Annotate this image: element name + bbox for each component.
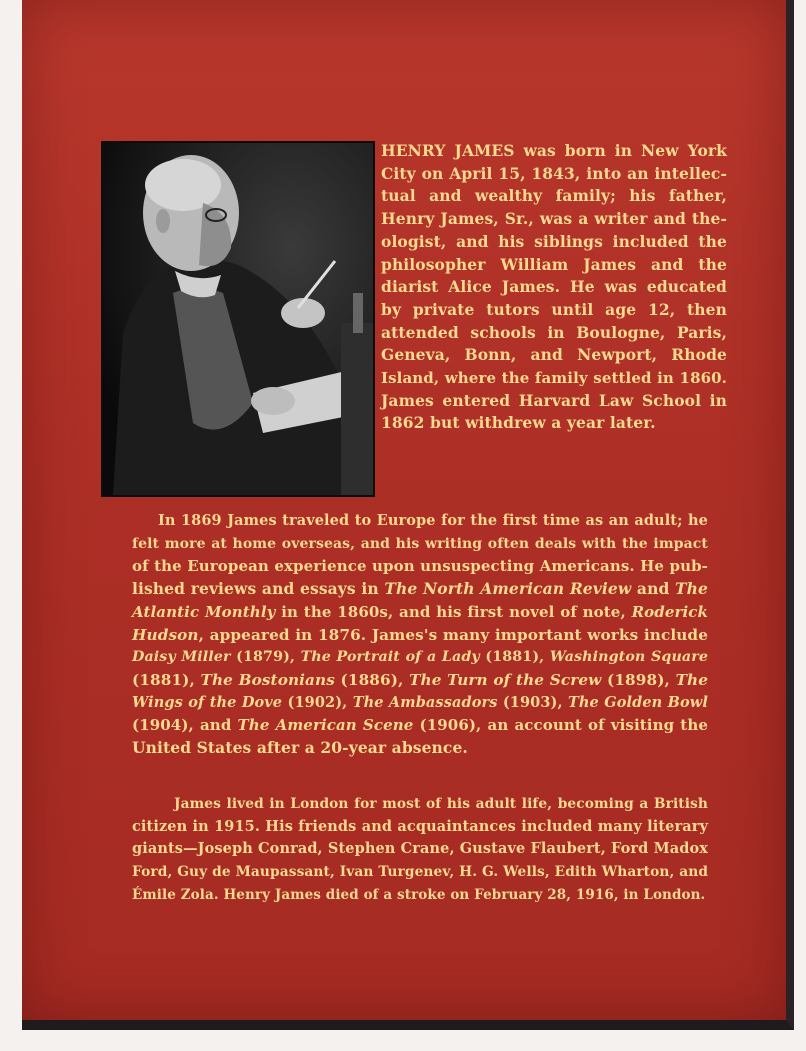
text-line: United States after a 20-year absence. (132, 738, 468, 758)
text-run: (1904), and (132, 716, 238, 735)
text-run: (1879), (230, 649, 301, 666)
text-line (132, 714, 708, 737)
text-run: (1903), (497, 693, 569, 711)
text-line: tual and wealthy family; his father, (381, 186, 727, 206)
text-line: Island, where the family settled in 1860. (381, 369, 727, 388)
text-line (132, 669, 708, 692)
text-run: (1881), (479, 649, 550, 666)
text-run: (1886), (334, 670, 410, 689)
text-line: 1862 but withdrew a year later. (381, 413, 656, 433)
text-line (132, 578, 708, 601)
title-italic: Wings of the Dove (132, 693, 283, 711)
text-line: attended schools in Boulogne, Paris, (381, 322, 727, 342)
text-line: City on April 15, 1843, into an intellec- (381, 163, 727, 183)
text-run: , appeared in 1876. James's many important works include (198, 625, 708, 644)
title-italic: The Ambassadors (352, 693, 498, 711)
text-run: in the 1860s, and his first novel of note, (275, 602, 632, 621)
text-run: (1881), (132, 670, 201, 689)
title-italic: Daisy Miller (132, 649, 231, 666)
title-italic: The (675, 579, 709, 599)
text-line: by private tutors until age 12, then (381, 299, 727, 319)
text-run: (1902), (282, 693, 353, 711)
bio-paragraph-2 (132, 510, 708, 760)
text-line (132, 692, 708, 715)
text-line: Henry James, Sr., was a writer and the- (381, 209, 727, 229)
text-line: In 1869 James traveled to Europe for the first time as an adult; he (158, 512, 708, 529)
text-line: James lived in London for most of his adult life, becoming a British (174, 796, 708, 812)
bio-paragraph-3 (132, 793, 708, 907)
text-line (132, 624, 708, 647)
title-italic: Roderick (631, 602, 708, 621)
title-italic: Hudson (132, 625, 199, 644)
author-portrait-photo (101, 141, 375, 497)
text-run: (1898), (601, 670, 676, 689)
text-line: of the European experience upon unsuspecting Americans. He pub- (132, 557, 708, 576)
text-run: lished reviews and essays in (132, 579, 385, 599)
text-line: philosopher William James and the (381, 254, 727, 274)
text-line: Geneva, Bonn, and Newport, Rhode (381, 345, 727, 365)
text-line: diarist Alice James. He was educated (381, 277, 727, 297)
title-italic: The Bostonians (200, 670, 335, 689)
text-line: ologist, and his siblings included the (381, 231, 727, 251)
title-italic: The Golden Bowl (568, 693, 708, 711)
text-line: Émile Zola. Henry James died of a stroke on February 28, 1916, in London. (132, 886, 706, 903)
title-italic: The Portrait of a Lady (300, 649, 480, 666)
text-line: James entered Harvard Law School in (381, 390, 727, 410)
text-run: and (631, 579, 676, 599)
text-line (132, 646, 708, 669)
title-italic: The American Scene (237, 716, 414, 735)
text-line: citizen in 1915. His friends and acquaintances included many literary (132, 817, 708, 835)
title-italic: The North American Review (384, 579, 632, 599)
bio-paragraph-1 (381, 140, 727, 435)
portrait-illustration (103, 143, 373, 495)
title-italic: The Turn of the Screw (409, 670, 602, 689)
text-line: felt more at home overseas, and his writing often deals with the impact (132, 535, 708, 552)
text-line: Ford, Guy de Maupassant, Ivan Turgenev, H. G. Wells, Edith Wharton, and (132, 864, 709, 881)
text-line (132, 601, 708, 624)
text-run: (1906), an account of visiting the (413, 716, 708, 735)
title-italic: Atlantic Monthly (132, 602, 276, 621)
title-italic: The (675, 670, 709, 689)
text-line: giants—Joseph Conrad, Stephen Crane, Gustave Flaubert, Ford Madox (132, 840, 708, 858)
text-line: HENRY JAMES was born in New York (381, 141, 727, 160)
title-italic: Washington Square (549, 649, 709, 666)
